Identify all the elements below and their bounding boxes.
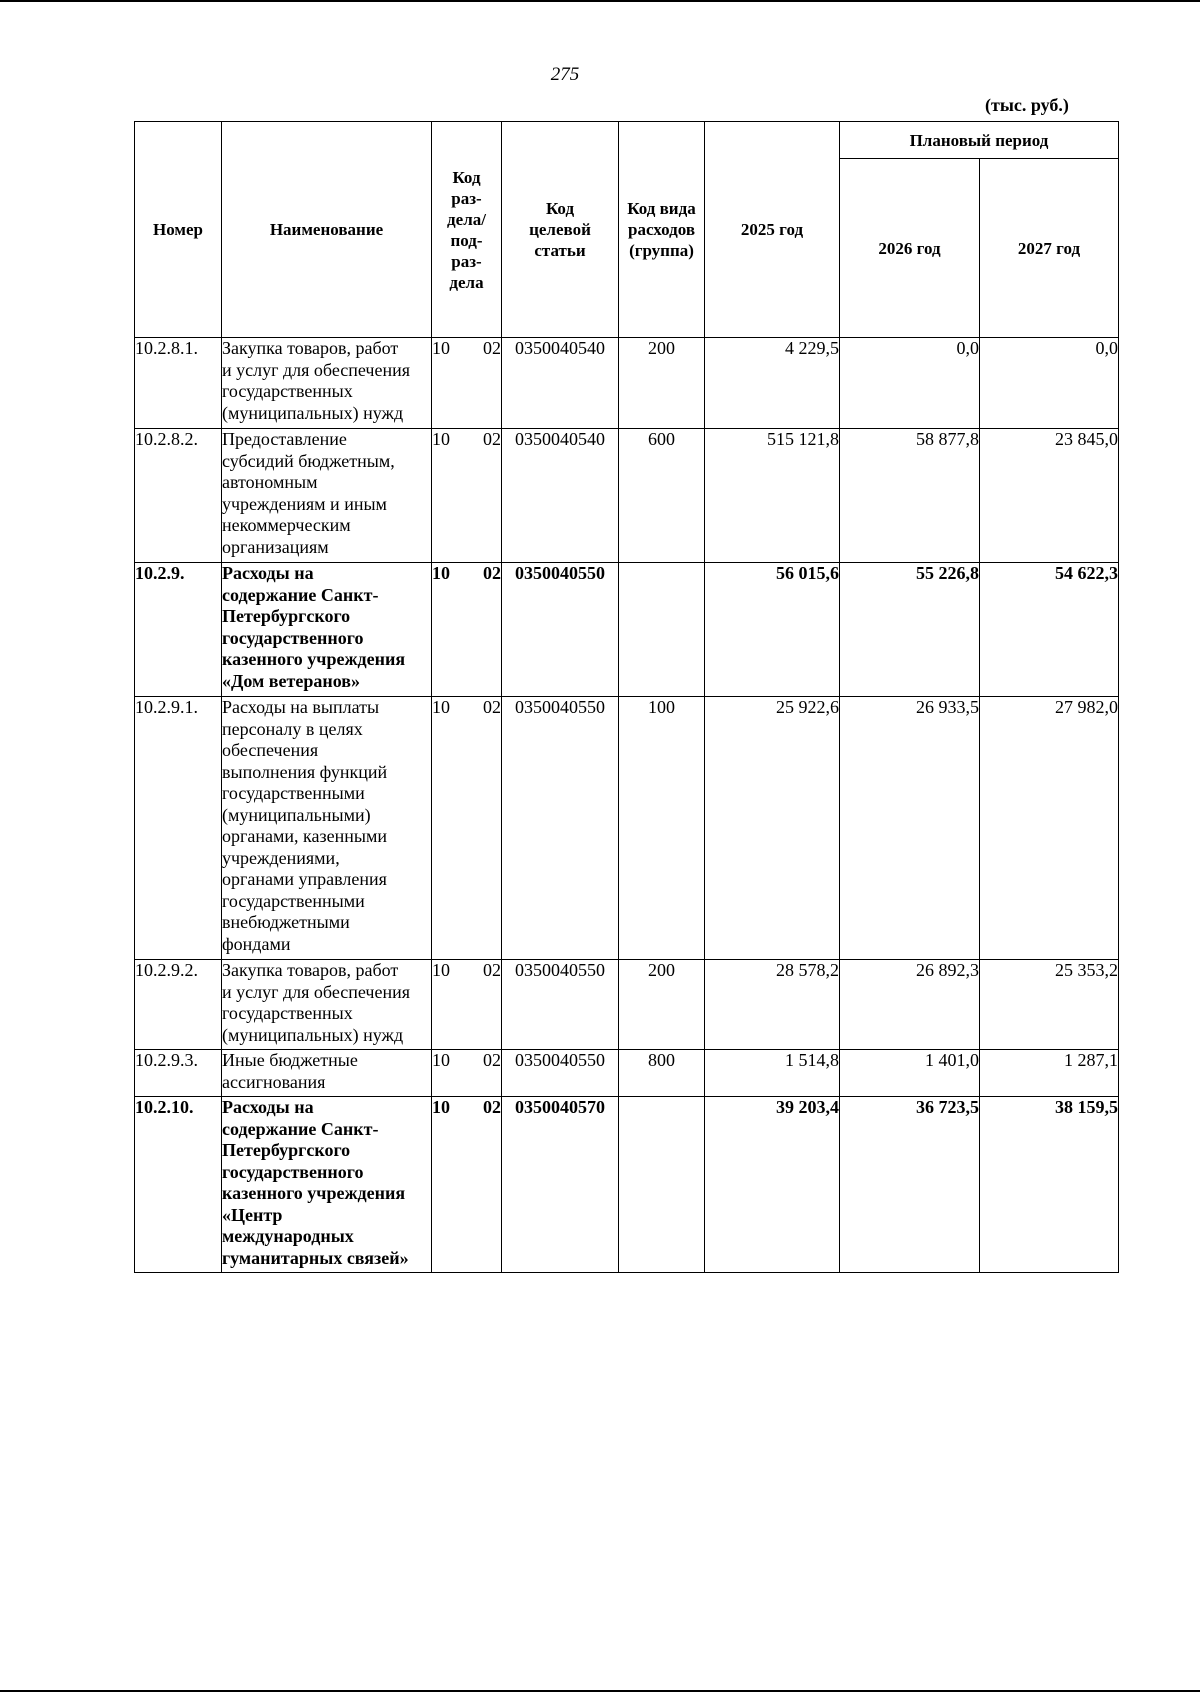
row-name-line: «Центр bbox=[222, 1204, 283, 1225]
row-name-line: содержание Санкт- bbox=[222, 584, 379, 605]
row-value-2027: 25 353,2 bbox=[980, 960, 1119, 1050]
row-expense-code: 600 bbox=[619, 429, 705, 563]
row-name-line: учреждениям и иным bbox=[222, 493, 387, 514]
row-name-line: Петербургского bbox=[222, 1140, 351, 1160]
row-name-line: Иные бюджетные bbox=[222, 1050, 358, 1070]
row-name-line: «Дом ветеранов» bbox=[222, 670, 360, 691]
row-name-line: персоналу в целях bbox=[222, 718, 363, 739]
row-section-code bbox=[432, 1097, 502, 1273]
header-year-2025: 2025 год bbox=[705, 122, 840, 338]
row-name-line: Расходы на bbox=[222, 563, 314, 583]
row-name-line: учреждениями, bbox=[222, 847, 340, 868]
row-name-line: государственных bbox=[222, 381, 353, 401]
row-number: 10.2.10. bbox=[135, 1097, 222, 1273]
row-name bbox=[222, 563, 432, 697]
row-subsection: 02 bbox=[483, 697, 501, 717]
header-number: Номер bbox=[135, 122, 222, 338]
row-name-line: государственного bbox=[222, 627, 364, 648]
row-expense-code: 100 bbox=[619, 697, 705, 960]
row-target-code: 0350040540 bbox=[502, 338, 619, 429]
header-section-code bbox=[432, 122, 502, 338]
header-section-line: Код bbox=[452, 167, 481, 187]
row-name-line: Закупка товаров, работ bbox=[222, 960, 399, 980]
row-name-line: государственного bbox=[222, 1161, 364, 1182]
row-name-line: Закупка товаров, работ bbox=[222, 338, 399, 358]
row-value-2027: 54 622,3 bbox=[980, 563, 1119, 697]
row-name-line: обеспечения bbox=[222, 740, 319, 760]
table-row bbox=[135, 563, 1119, 697]
row-name-line: фондами bbox=[222, 933, 291, 954]
row-name-line: некоммерческим bbox=[222, 515, 351, 535]
row-section: 10 bbox=[432, 960, 450, 980]
table-row bbox=[135, 1097, 1119, 1273]
row-expense-code: 200 bbox=[619, 960, 705, 1050]
row-value-2026: 0,0 bbox=[840, 338, 980, 429]
row-expense-code bbox=[619, 563, 705, 697]
row-target-code: 0350040550 bbox=[502, 1050, 619, 1097]
row-value-2025: 39 203,4 bbox=[705, 1097, 840, 1273]
row-number: 10.2.8.1. bbox=[135, 338, 222, 429]
row-name-line: ассигнования bbox=[222, 1071, 326, 1092]
row-name-line: казенного учреждения bbox=[222, 649, 406, 669]
row-name-line: государственными bbox=[222, 890, 365, 911]
row-target-code: 0350040550 bbox=[502, 960, 619, 1050]
row-name-line: (муниципальных) нужд bbox=[222, 1024, 404, 1045]
row-name-line: выполнения функций bbox=[222, 761, 388, 782]
budget-table bbox=[134, 121, 1119, 1273]
row-expense-code: 800 bbox=[619, 1050, 705, 1097]
row-name-line: международных bbox=[222, 1226, 354, 1246]
row-name bbox=[222, 1050, 432, 1097]
row-section: 10 bbox=[432, 338, 450, 358]
row-value-2027: 0,0 bbox=[980, 338, 1119, 429]
row-name-line: внебюджетными bbox=[222, 912, 350, 932]
row-number: 10.2.9.3. bbox=[135, 1050, 222, 1097]
row-name-line: Расходы на bbox=[222, 1097, 314, 1117]
row-value-2025: 1 514,8 bbox=[705, 1050, 840, 1097]
row-name-line: казенного учреждения bbox=[222, 1183, 406, 1203]
row-name-line: Расходы на выплаты bbox=[222, 697, 380, 717]
header-section-line: раз- bbox=[451, 251, 482, 271]
row-name-line: государственными bbox=[222, 783, 365, 803]
row-expense-code: 200 bbox=[619, 338, 705, 429]
row-section-code bbox=[432, 429, 502, 563]
header-target-code bbox=[502, 122, 619, 338]
row-value-2026: 1 401,0 bbox=[840, 1050, 980, 1097]
header-target-line: Код bbox=[545, 199, 575, 218]
row-subsection: 02 bbox=[483, 1097, 501, 1117]
row-subsection: 02 bbox=[483, 338, 501, 358]
row-name-line: Предоставление bbox=[222, 429, 347, 449]
row-target-code: 0350040570 bbox=[502, 1097, 619, 1273]
table-row bbox=[135, 697, 1119, 960]
table-row bbox=[135, 338, 1119, 429]
row-value-2027: 27 982,0 bbox=[980, 697, 1119, 960]
bottom-border-line bbox=[0, 1690, 1200, 1692]
row-value-2026: 58 877,8 bbox=[840, 429, 980, 563]
table-row bbox=[135, 960, 1119, 1050]
row-name-line: содержание Санкт- bbox=[222, 1118, 379, 1139]
header-expense-line: (группа) bbox=[629, 241, 694, 260]
row-subsection: 02 bbox=[483, 563, 501, 583]
header-section-line: дела/ bbox=[447, 209, 486, 229]
header-name: Наименование bbox=[222, 122, 432, 338]
row-section-code bbox=[432, 1050, 502, 1097]
row-name-line: гуманитарных связей» bbox=[222, 1247, 409, 1268]
header-plan-period: Плановый период bbox=[840, 122, 1119, 159]
row-section: 10 bbox=[432, 1097, 450, 1117]
row-value-2025: 515 121,8 bbox=[705, 429, 840, 563]
row-name-line: (муниципальных) нужд bbox=[222, 402, 404, 423]
units-label: (тыс. руб.) bbox=[985, 95, 1069, 115]
row-section-code bbox=[432, 563, 502, 697]
row-subsection: 02 bbox=[483, 1050, 501, 1070]
row-value-2027: 1 287,1 bbox=[980, 1050, 1119, 1097]
top-border-line bbox=[0, 0, 1200, 2]
row-target-code: 0350040540 bbox=[502, 429, 619, 563]
header-expense-code bbox=[619, 122, 705, 338]
row-number: 10.2.9.1. bbox=[135, 697, 222, 960]
page-number: 275 bbox=[550, 64, 580, 85]
header-target-line: целевой bbox=[529, 220, 591, 239]
row-name-line: организациям bbox=[222, 536, 329, 557]
row-name-line: органами управления bbox=[222, 869, 387, 889]
table-row bbox=[135, 429, 1119, 563]
row-number: 10.2.9. bbox=[135, 563, 222, 697]
row-section: 10 bbox=[432, 563, 450, 583]
row-name-line: и услуг для обеспечения bbox=[222, 359, 411, 380]
row-target-code: 0350040550 bbox=[502, 563, 619, 697]
row-value-2026: 26 933,5 bbox=[840, 697, 980, 960]
row-value-2025: 4 229,5 bbox=[705, 338, 840, 429]
row-value-2026: 55 226,8 bbox=[840, 563, 980, 697]
header-target-line: статьи bbox=[534, 241, 586, 260]
row-section: 10 bbox=[432, 697, 450, 717]
row-name-line: автономным bbox=[222, 472, 318, 492]
row-value-2025: 25 922,6 bbox=[705, 697, 840, 960]
row-name bbox=[222, 429, 432, 563]
row-number: 10.2.9.2. bbox=[135, 960, 222, 1050]
row-name-line: Петербургского bbox=[222, 606, 351, 626]
row-value-2025: 56 015,6 bbox=[705, 563, 840, 697]
row-value-2025: 28 578,2 bbox=[705, 960, 840, 1050]
header-expense-line: расходов bbox=[628, 220, 695, 239]
row-target-code: 0350040550 bbox=[502, 697, 619, 960]
header-section-line: раз- bbox=[451, 188, 482, 208]
row-name-line: органами, казенными bbox=[222, 826, 387, 846]
row-name-line: и услуг для обеспечения bbox=[222, 981, 411, 1002]
row-name-line: субсидий бюджетным, bbox=[222, 450, 395, 471]
header-expense-line: Код вида bbox=[627, 199, 696, 218]
header-section-line: под- bbox=[450, 230, 483, 250]
row-section: 10 bbox=[432, 1050, 450, 1070]
header-year-2026: 2026 год bbox=[840, 159, 980, 338]
header-year-2027: 2027 год bbox=[980, 159, 1119, 338]
row-name bbox=[222, 1097, 432, 1273]
row-name-line: государственных bbox=[222, 1003, 353, 1023]
row-name bbox=[222, 960, 432, 1050]
row-section-code bbox=[432, 960, 502, 1050]
row-value-2027: 23 845,0 bbox=[980, 429, 1119, 563]
table-body bbox=[135, 338, 1119, 1273]
row-expense-code bbox=[619, 1097, 705, 1273]
row-subsection: 02 bbox=[483, 960, 501, 980]
row-name-line: (муниципальными) bbox=[222, 804, 371, 825]
row-subsection: 02 bbox=[483, 429, 501, 449]
row-section-code bbox=[432, 338, 502, 429]
row-name bbox=[222, 697, 432, 960]
table-row bbox=[135, 1050, 1119, 1097]
header-section-line: дела bbox=[449, 272, 484, 292]
row-value-2026: 26 892,3 bbox=[840, 960, 980, 1050]
row-value-2027: 38 159,5 bbox=[980, 1097, 1119, 1273]
row-section-code bbox=[432, 697, 502, 960]
row-name bbox=[222, 338, 432, 429]
row-section: 10 bbox=[432, 429, 450, 449]
row-value-2026: 36 723,5 bbox=[840, 1097, 980, 1273]
row-number: 10.2.8.2. bbox=[135, 429, 222, 563]
